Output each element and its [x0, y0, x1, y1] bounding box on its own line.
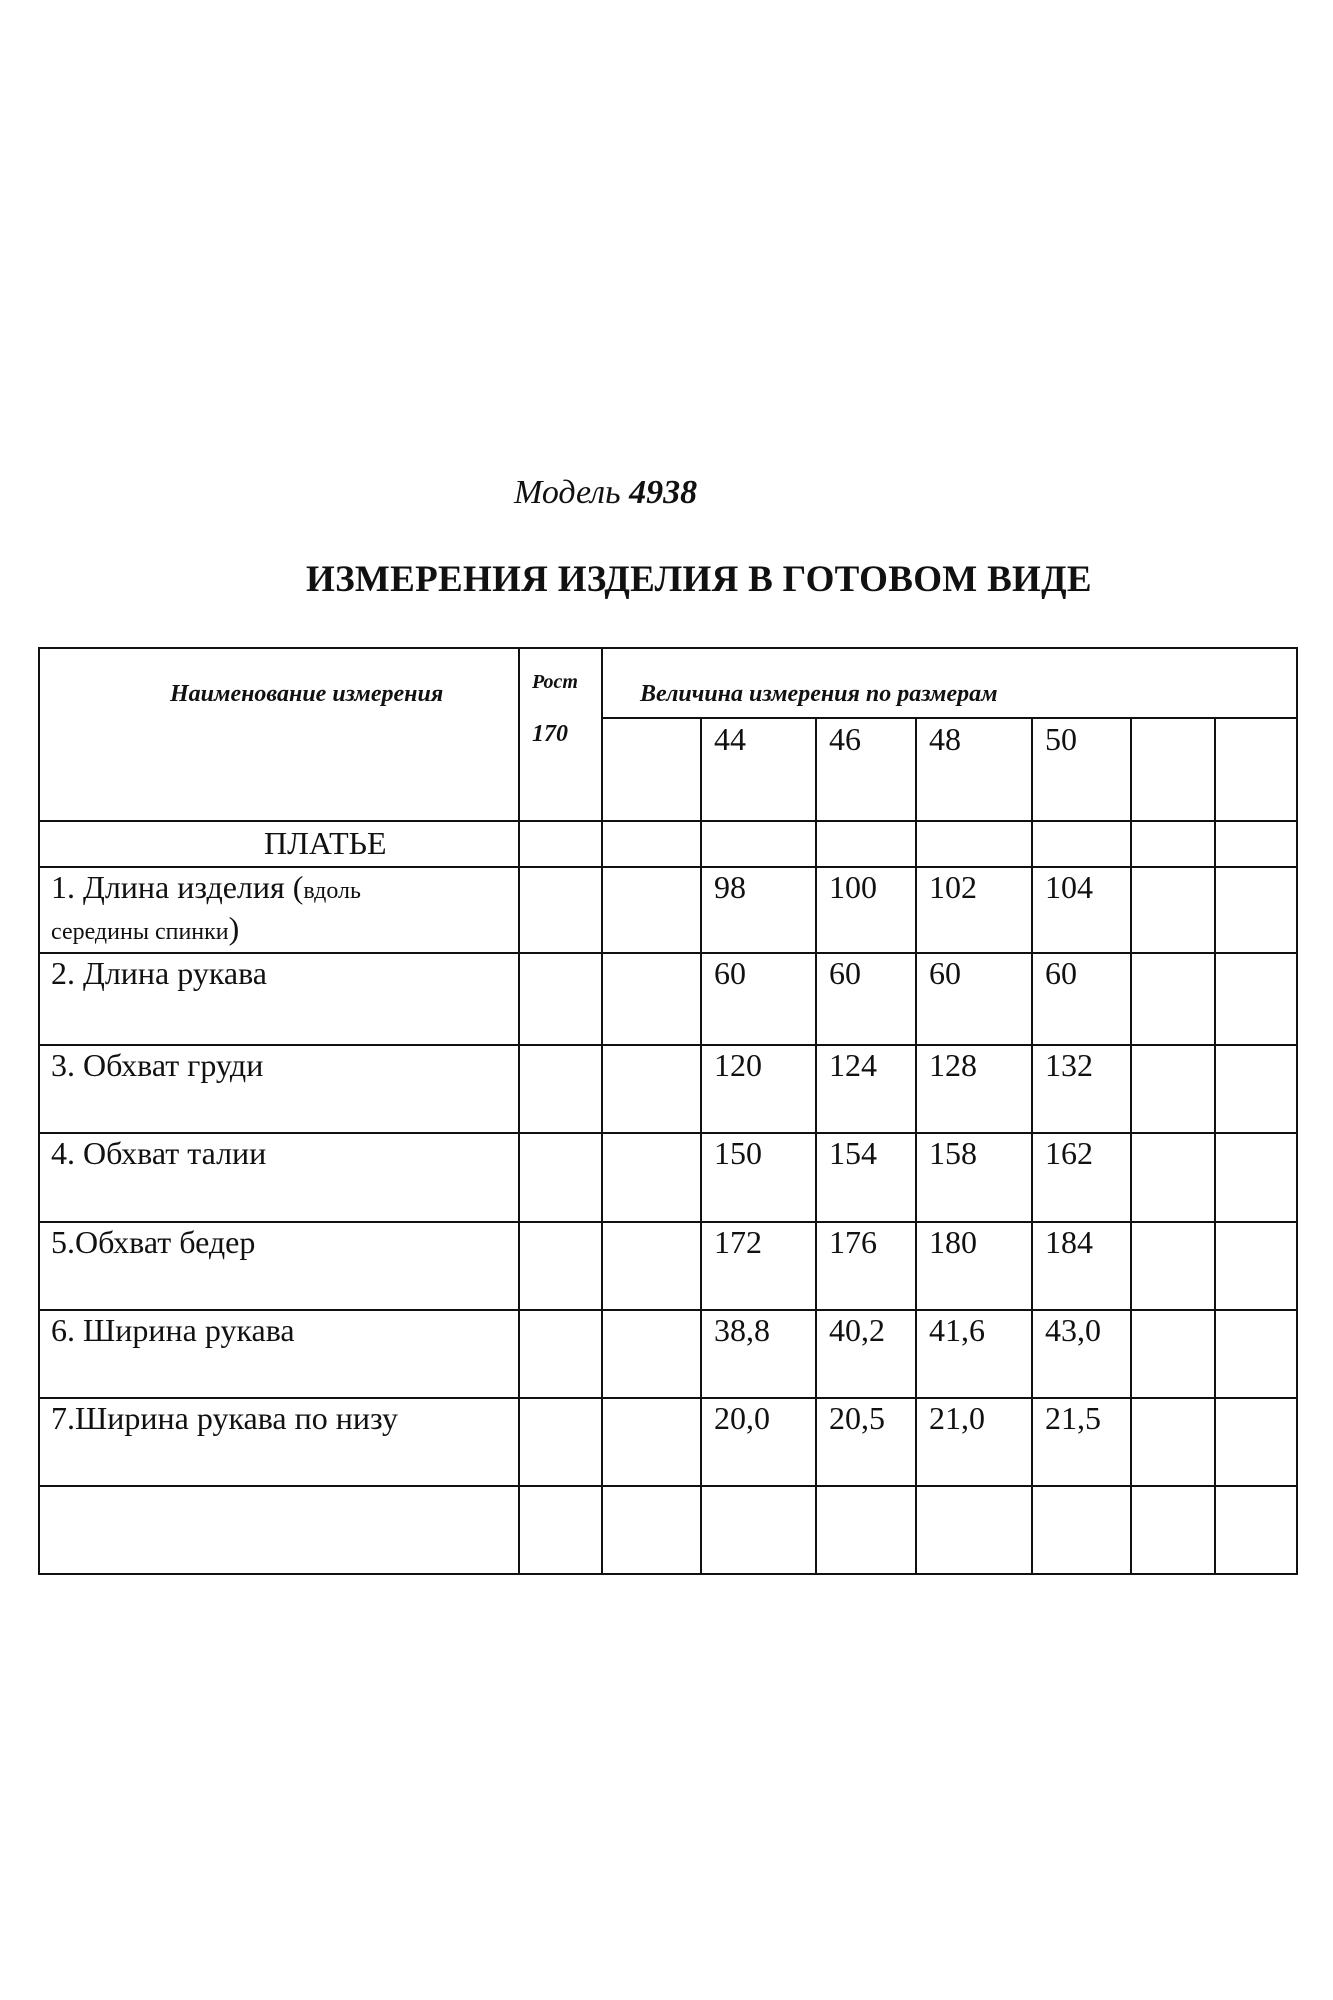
row-value: 43,0 — [1045, 1312, 1101, 1348]
model-word: Модель — [514, 474, 621, 511]
size-header: 50 — [1045, 721, 1077, 757]
column-divider — [815, 717, 817, 1575]
column-divider — [601, 647, 603, 1575]
size-header: 44 — [714, 721, 746, 757]
row-divider — [38, 1397, 1298, 1399]
sizes-caption: Величина измерения по размерам — [640, 681, 998, 707]
section-title: ПЛАТЬЕ — [264, 825, 387, 861]
row-value: 41,6 — [929, 1312, 985, 1348]
row-value: 158 — [929, 1135, 977, 1171]
row-value: 184 — [1045, 1224, 1093, 1260]
row-value: 176 — [829, 1224, 877, 1260]
table-border-bottom — [38, 1573, 1298, 1575]
column-divider — [1130, 717, 1132, 1575]
height-label: Рост — [532, 671, 578, 693]
row-value: 60 — [1045, 955, 1077, 991]
column-divider — [915, 717, 917, 1575]
row-value: 60 — [829, 955, 861, 991]
size-header: 48 — [929, 721, 961, 757]
table-border-left — [38, 647, 40, 1575]
row-value: 100 — [829, 869, 877, 905]
row-divider — [38, 1309, 1298, 1311]
column-divider — [1214, 717, 1216, 1575]
row-divider — [38, 866, 1298, 868]
row-value: 102 — [929, 869, 977, 905]
table-border-top — [38, 647, 1298, 649]
row-divider — [38, 1044, 1298, 1046]
row-name-main: 1. Длина изделия ( — [51, 869, 304, 905]
row-value: 120 — [714, 1047, 762, 1083]
row-value: 60 — [929, 955, 961, 991]
row-name — [51, 869, 361, 906]
row-name-note-line2 — [51, 910, 239, 947]
row-divider — [38, 820, 1298, 822]
row-name-close: ) — [228, 910, 240, 946]
header-divider — [601, 717, 1298, 719]
row-value: 150 — [714, 1135, 762, 1171]
row-name: 5.Обхват бедер — [51, 1224, 256, 1260]
size-header: 46 — [829, 721, 861, 757]
table-border-right — [1296, 647, 1298, 1575]
row-value: 132 — [1045, 1047, 1093, 1083]
row-name: 7.Ширина рукава по низу — [51, 1400, 398, 1436]
model-number: 4938 — [629, 474, 698, 511]
row-divider — [38, 1221, 1298, 1223]
column-divider — [518, 647, 520, 1575]
row-name: 4. Обхват талии — [51, 1135, 267, 1171]
row-name-note-continued: середины спинки — [51, 919, 229, 945]
row-value: 180 — [929, 1224, 977, 1260]
page-title: ИЗМЕРЕНИЯ ИЗДЕЛИЯ В ГОТОВОМ ВИДЕ — [306, 559, 1092, 600]
row-value: 128 — [929, 1047, 977, 1083]
column-divider — [1031, 717, 1033, 1575]
row-value: 21,0 — [929, 1400, 985, 1436]
row-value: 20,5 — [829, 1400, 885, 1436]
row-value: 104 — [1045, 869, 1093, 905]
model-label — [514, 474, 697, 512]
row-divider — [38, 1132, 1298, 1134]
row-value: 40,2 — [829, 1312, 885, 1348]
height-value: 170 — [532, 721, 568, 747]
row-value: 154 — [829, 1135, 877, 1171]
row-value: 124 — [829, 1047, 877, 1083]
row-value: 162 — [1045, 1135, 1093, 1171]
row-divider — [38, 952, 1298, 954]
row-name-note: вдоль — [303, 878, 361, 904]
row-value: 60 — [714, 955, 746, 991]
measure-name-header: Наименование измерения — [170, 681, 444, 707]
measurements-table — [38, 647, 1298, 1575]
row-value: 38,8 — [714, 1312, 770, 1348]
row-value: 20,0 — [714, 1400, 770, 1436]
row-value: 98 — [714, 869, 746, 905]
row-name: 6. Ширина рукава — [51, 1312, 295, 1348]
column-divider — [700, 717, 702, 1575]
row-divider — [38, 1485, 1298, 1487]
row-value: 21,5 — [1045, 1400, 1101, 1436]
row-name: 2. Длина рукава — [51, 955, 267, 991]
row-value: 172 — [714, 1224, 762, 1260]
row-name: 3. Обхват груди — [51, 1047, 264, 1083]
